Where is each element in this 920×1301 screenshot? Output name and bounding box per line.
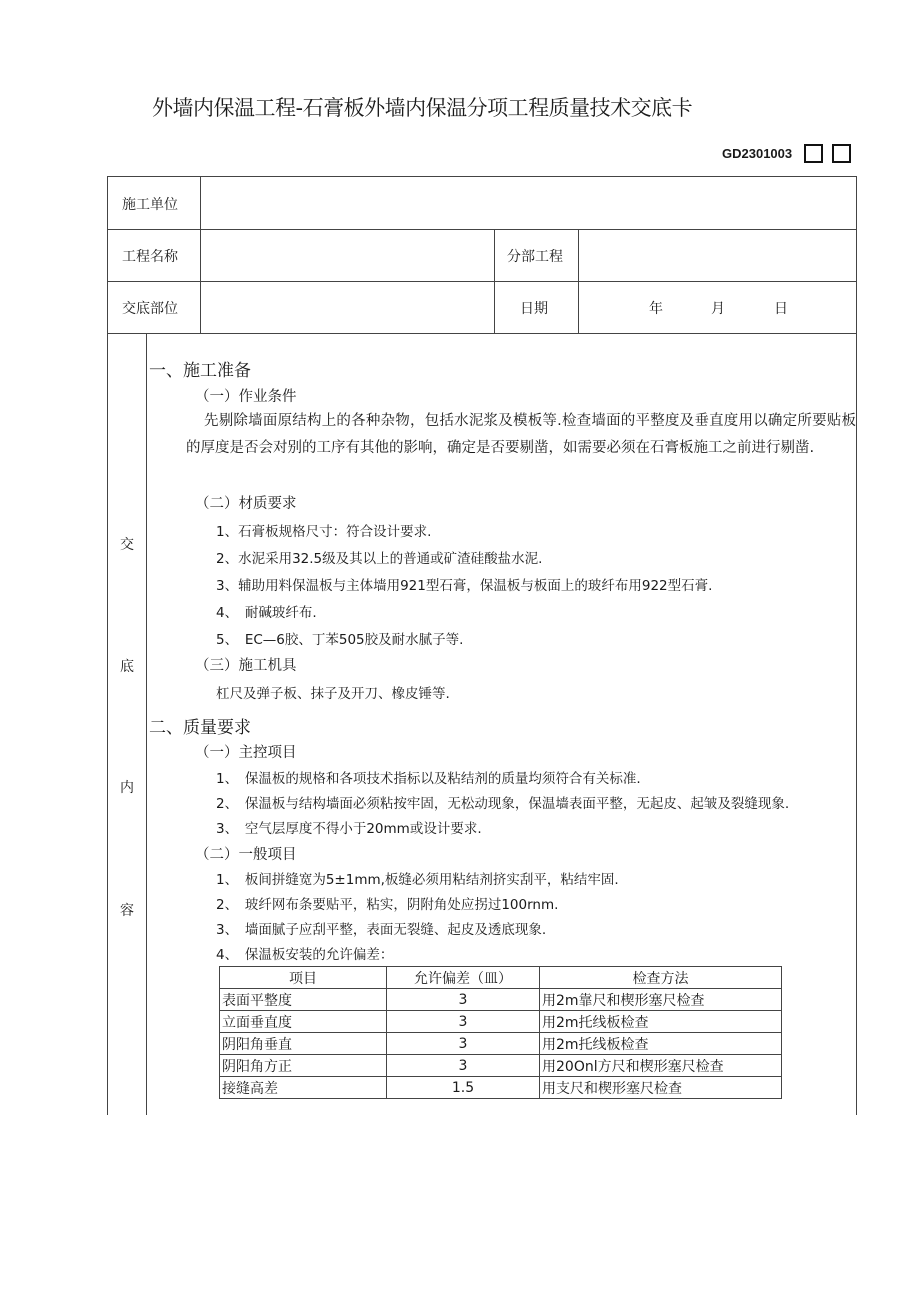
position-label: 交底部位 <box>122 301 178 317</box>
table-cell: 用2m托线板检查 <box>540 1033 782 1055</box>
content-separator <box>146 333 147 1115</box>
tolerance-table <box>219 966 782 1099</box>
table-row <box>220 1033 782 1055</box>
document-code: GD2301003 <box>722 146 793 161</box>
project-label: 工程名称 <box>122 249 178 265</box>
table-cell: 阴阳角垂直 <box>220 1033 387 1055</box>
date-month: 月 <box>711 301 725 317</box>
table-cell: 3 <box>387 1033 540 1055</box>
material-item-5: 5、 EC—6胶、丁苯505胶及耐水腻子等. <box>216 632 464 648</box>
date-label: 日期 <box>520 301 548 317</box>
side-label-4: 容 <box>120 903 134 919</box>
table-cell: 用2m托线板检查 <box>540 1011 782 1033</box>
section1-heading: 一、施工准备 <box>149 361 251 381</box>
date-day: 日 <box>774 301 788 317</box>
section1-sub3-heading: （三）施工机具 <box>195 658 297 674</box>
division-label: 分部工程 <box>507 249 563 265</box>
side-label-3: 内 <box>120 780 134 796</box>
table-cell: 3 <box>387 989 540 1011</box>
section1-sub1-text: 先剔除墙面原结构上的各种杂物，包括水泥浆及模板等.检查墙面的平整度及垂直度用以确定所要贴板的厚度是否会对别的工序有其他的影响，确定是否要剔凿，如需要必须在石膏板施工之前进行剔凿. <box>186 413 856 456</box>
table-row <box>220 1055 782 1077</box>
side-label-1: 交 <box>120 537 134 553</box>
table-cell: 接缝高差 <box>220 1077 387 1099</box>
table-cell: 表面平整度 <box>220 989 387 1011</box>
section1-sub1-heading: （一）作业条件 <box>195 389 297 405</box>
table-cell: 用支尺和楔形塞尺检查 <box>540 1077 782 1099</box>
header-table <box>107 176 857 334</box>
checkbox-square-2 <box>832 144 851 163</box>
table-cell: 阴阳角方正 <box>220 1055 387 1077</box>
document-title: 外墙内保温工程-石膏板外墙内保温分项工程质量技术交底卡 <box>152 96 693 120</box>
table-row <box>220 1011 782 1033</box>
main-item-3: 3、 空气层厚度不得小于20mm或设计要求. <box>216 821 482 837</box>
general-item-1: 1、 板间拼缝宽为5±1mm,板缝必须用粘结剂挤实刮平，粘结牢固. <box>216 872 619 888</box>
table-cell: 1.5 <box>387 1077 540 1099</box>
section2-sub1-heading: （一）主控项目 <box>195 745 297 761</box>
general-item-3: 3、 墙面腻子应刮平整，表面无裂缝、起皮及透底现象. <box>216 922 547 938</box>
main-item-1: 1、 保温板的规格和各项技术指标以及粘结剂的质量均须符合有关标准. <box>216 771 641 787</box>
side-label-2: 底 <box>120 659 134 675</box>
general-item-4: 4、 保温板安装的允许偏差： <box>216 947 394 963</box>
date-year: 年 <box>649 301 663 317</box>
material-item-4: 4、 耐碱玻纤布. <box>216 605 317 621</box>
main-item-2: 2、 保温板与结构墙面必须粘按牢固，无松动现象，保温墙表面平整，无起皮、起皱及裂缝现象. <box>216 796 790 812</box>
table-cell: 3 <box>387 1011 540 1033</box>
material-item-2: 2、水泥采用32.5级及其以上的普通或矿渣硅酸盐水泥. <box>216 551 543 567</box>
table-row <box>220 989 782 1011</box>
table-cell: 3 <box>387 1055 540 1077</box>
table-header-tolerance: 允许偏差（皿） <box>387 967 540 989</box>
checkbox-square-1 <box>804 144 823 163</box>
table-cell: 用20Onl方尺和楔形塞尺检查 <box>540 1055 782 1077</box>
material-item-3: 3、辅助用料保温板与主体墙用921型石膏，保温板与板面上的玻纤布用922型石膏. <box>216 578 713 594</box>
table-cell: 用2m靠尺和楔形塞尺检查 <box>540 989 782 1011</box>
table-header-row <box>220 967 782 989</box>
table-cell: 立面垂直度 <box>220 1011 387 1033</box>
section2-sub2-heading: （二）一般项目 <box>195 847 297 863</box>
material-item-1: 1、石膏板规格尺寸：符合设计要求. <box>216 524 432 540</box>
general-item-2: 2、 玻纤网布条要贴平，粘实，阴附角处应拐过100rnm. <box>216 897 559 913</box>
section1-sub2-heading: （二）材质要求 <box>195 496 297 512</box>
table-header-method: 检查方法 <box>540 967 782 989</box>
tools-text: 杠尺及弹子板、抹子及开刀、橡皮锤等. <box>216 686 450 702</box>
table-row <box>220 1077 782 1099</box>
section2-heading: 二、质量要求 <box>149 718 251 738</box>
table-header-item: 项目 <box>220 967 387 989</box>
unit-label: 施工单位 <box>122 197 178 213</box>
